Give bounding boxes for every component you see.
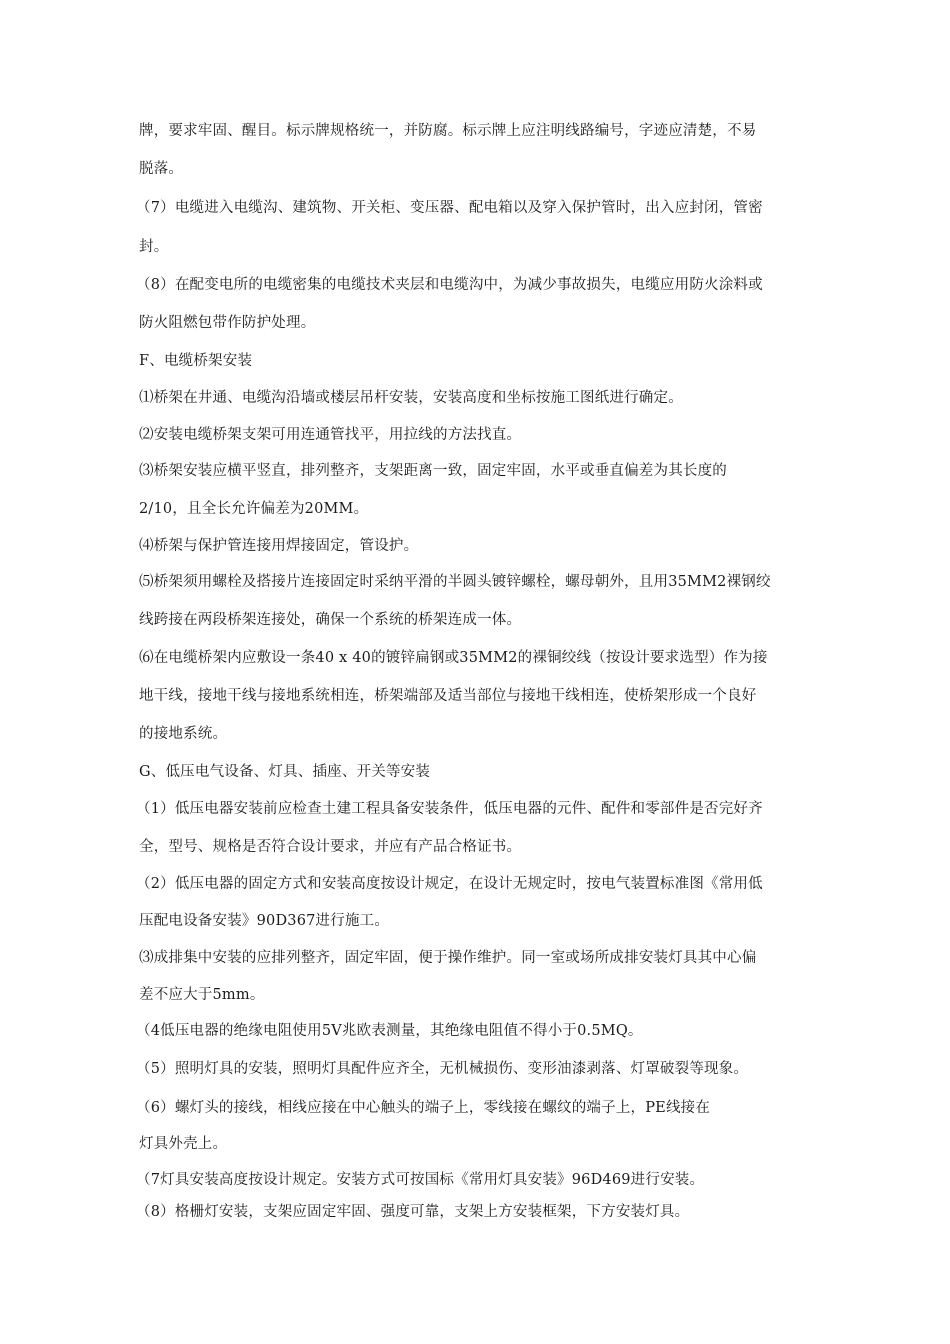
text-line: （7灯具安装高度按设计规定。安装方式可按国标《常用灯具安装》96D469进行安装。	[136, 1172, 705, 1188]
text-line: ⑷桥架与保护管连接用焊接固定，管设护。	[139, 538, 419, 554]
text-line: 压配电设备安装》90D367进行施工。	[139, 913, 390, 929]
text-line: ⑴桥架在井通、电缆沟沿墙或楼层吊杆安装，安装高度和坐标按施工图纸进行确定。	[139, 390, 683, 406]
text-line: ⑵安装电缆桥架支架可用连通管找平，用拉线的方法找直。	[139, 427, 522, 443]
text-line: 全，型号、规格是否符合设计要求，并应有产品合格证书。	[139, 839, 522, 855]
text-line: ⑹在电缆桥架内应敷设一条40 x 40的镀锌扁钢或35MM2的裸铜绞线（按设计要求选型）作为接	[139, 650, 768, 666]
text-line: （5）照明灯具的安装，照明灯具配件应齐全，无机械损伤、变形油漆剥落、灯罩破裂等现象。	[136, 1061, 749, 1077]
section-heading: G、低压电气设备、灯具、插座、开关等安装	[139, 764, 431, 780]
text-line: 差不应大于5mm。	[139, 987, 265, 1003]
section-heading: F、电缆桥架安装	[139, 353, 253, 369]
text-line: 线跨接在两段桥架连接处，确保一个系统的桥架连成一体。	[139, 612, 522, 628]
text-line: （7）电缆进入电缆沟、建筑物、开关柜、变压器、配电箱以及穿入保护管时，出入应封闭，管密	[136, 200, 763, 216]
text-line: 脱落。	[139, 161, 184, 177]
text-line: 防火阻燃包带作防护处理。	[139, 315, 316, 331]
text-line: （2）低压电器的固定方式和安装高度按设计规定，在设计无规定时，按电气装置标准图《常用低	[136, 876, 763, 892]
text-line: （4低压电器的绝缘电阻使用5V兆欧表测量，其绝缘电阻值不得小于0.5MQ。	[136, 1023, 643, 1039]
text-line: 的接地系统。	[139, 726, 228, 742]
text-line: 地干线，接地干线与接地系统相连，桥架端部及适当部位与接地干线相连，使桥架形成一个良好	[139, 688, 757, 704]
text-line: 牌，要求牢固、醒目。标示牌规格统一，并防腐。标示牌上应注明线路编号，字迹应清楚，不易	[139, 123, 757, 139]
text-line: ⑸桥架须用螺栓及搭接片连接固定时采纳平滑的半圆头镀锌螺栓，螺母朝外，且用35MM2裸钢绞	[139, 574, 771, 590]
text-line: 2/10，且全长允许偏差为20MM。	[139, 501, 369, 517]
text-line: ⑶桥架安装应横平竖直，排列整齐，支架距离一致，固定牢固，水平或垂直偏差为其长度的	[139, 463, 727, 479]
text-line: 灯具外壳上。	[139, 1136, 228, 1152]
text-line: ⑶成排集中安装的应排列整齐，固定牢固，便于操作维护。同一室或场所成排安装灯具其中心偏	[139, 950, 757, 966]
text-line: （8）在配变电所的电缆密集的电缆技术夹层和电缆沟中，为减少事故损失，电缆应用防火涂料或	[136, 277, 763, 293]
text-line: （1）低压电器安装前应检查土建工程具备安装条件，低压电器的元件、配件和零部件是否完好齐	[136, 801, 763, 817]
text-line: （8）格栅灯安装，支架应固定牢固、强度可靠，支架上方安装框架，下方安装灯具。	[136, 1204, 690, 1220]
text-line: （6）螺灯头的接线，相线应接在中心触头的端子上，零线接在螺纹的端子上，PE线接在	[136, 1100, 711, 1116]
text-line: 封。	[139, 239, 169, 255]
